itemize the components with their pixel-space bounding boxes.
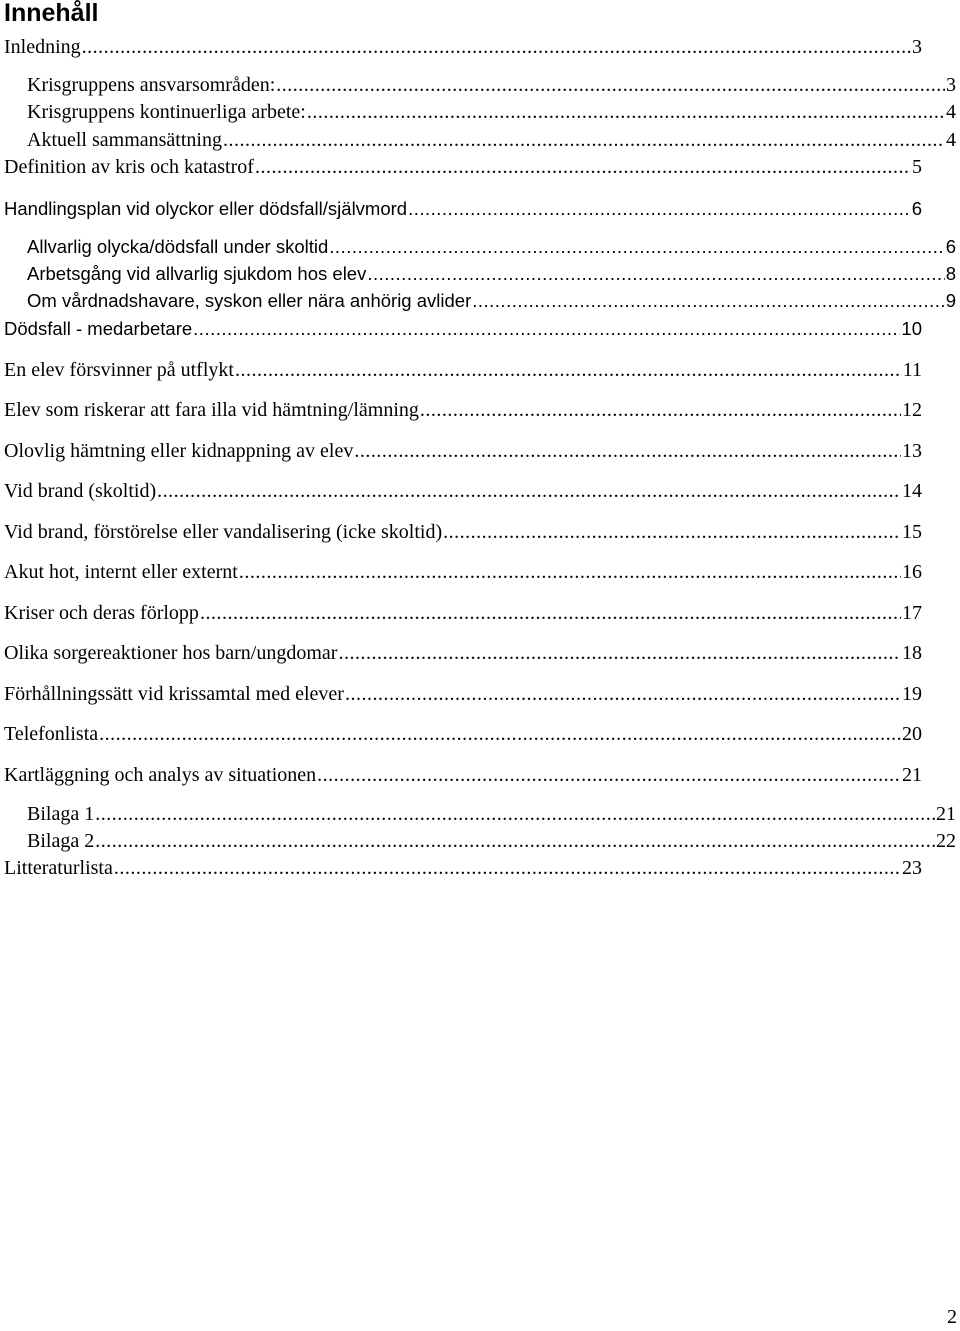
- toc-entry-page: 15: [902, 521, 922, 543]
- toc-dot-leader: [472, 289, 944, 313]
- toc-dot-leader: [114, 856, 901, 880]
- toc-entry-page: 4: [946, 101, 956, 123]
- toc-dot-leader: [193, 317, 900, 341]
- toc-entry-label: Vid brand, förstörelse eller vandalisering (icke skoltid): [4, 521, 443, 543]
- toc-entry-page: 6: [945, 236, 956, 257]
- toc-dot-leader: [157, 479, 901, 503]
- toc-entry-page: 9: [945, 290, 956, 311]
- toc-entry-allvarlig-sjukdom[interactable]: [27, 262, 956, 286]
- toc-entry-label: Arbetsgång vid allvarlig sjukdom hos elev: [27, 263, 367, 284]
- page-number: 2: [947, 1306, 957, 1328]
- toc-entry-aktuell-sammansattning[interactable]: [27, 128, 956, 152]
- toc-dot-leader: [307, 100, 945, 124]
- toc-entry-krissamtal[interactable]: [4, 682, 922, 706]
- toc-entry-label: Krisgruppens ansvarsområden:: [27, 74, 276, 96]
- toc-entry-page: 13: [902, 440, 922, 462]
- toc-entry-page: 20: [902, 723, 922, 745]
- toc-dot-leader: [255, 155, 911, 179]
- toc-dot-leader: [95, 802, 935, 826]
- toc-entry-page: 6: [911, 198, 922, 219]
- toc-entry-krisgruppens-arbete[interactable]: [27, 100, 956, 124]
- toc-entry-label: Definition av kris och katastrof: [4, 156, 254, 178]
- toc-dot-leader: [99, 722, 901, 746]
- toc-entry-page: 22: [936, 830, 956, 852]
- toc-entry-label: Om vårdnadshavare, syskon eller nära anhörig avlider: [27, 290, 472, 311]
- toc-entry-kriser-forlopp[interactable]: [4, 601, 922, 625]
- toc-entry-page: 21: [936, 803, 956, 825]
- toc-dot-leader: [354, 439, 901, 463]
- toc-dot-leader: [82, 35, 911, 59]
- toc-dot-leader: [317, 763, 901, 787]
- toc-dot-leader: [367, 262, 944, 286]
- toc-entry-brand-icke-skoltid[interactable]: [4, 520, 922, 544]
- toc-entry-page: 12: [902, 399, 922, 421]
- toc-entry-label: Förhållningssätt vid krissamtal med elever: [4, 683, 344, 705]
- toc-entry-label: Dödsfall - medarbetare: [4, 318, 193, 339]
- toc-entry-label: Olovlig hämtning eller kidnappning av elev: [4, 440, 354, 462]
- toc-entry-inledning[interactable]: [4, 35, 922, 59]
- toc-entry-label: Handlingsplan vid olyckor eller dödsfall/självmord: [4, 198, 408, 219]
- toc-entry-label: En elev försvinner på utflykt: [4, 359, 234, 381]
- toc-entry-allvarlig-olycka[interactable]: [27, 235, 956, 259]
- toc-entry-krisgruppens-ansvarsomraden[interactable]: [27, 73, 956, 97]
- toc-entry-label: Allvarlig olycka/dödsfall under skoltid: [27, 236, 329, 257]
- toc-entry-label: Telefonlista: [4, 723, 99, 745]
- toc-dot-leader: [95, 829, 935, 853]
- toc-entry-litteraturlista[interactable]: [4, 856, 922, 880]
- toc-entry-label: Kriser och deras förlopp: [4, 602, 199, 624]
- toc-entry-page: 21: [902, 764, 922, 786]
- toc-dot-leader: [276, 73, 945, 97]
- toc-entry-page: 5: [912, 156, 922, 178]
- toc-title: Innehåll: [4, 0, 99, 27]
- toc-entry-label: Olika sorgereaktioner hos barn/ungdomar: [4, 642, 338, 664]
- toc-entry-page: 16: [902, 561, 922, 583]
- toc-entry-page: 17: [902, 602, 922, 624]
- toc-entry-page: 8: [945, 263, 956, 284]
- toc-entry-page: 14: [902, 480, 922, 502]
- toc-entry-page: 11: [902, 359, 922, 381]
- toc-dot-leader: [345, 682, 901, 706]
- toc-entry-label: Elev som riskerar att fara illa vid hämtning/lämning: [4, 399, 419, 421]
- toc-dot-leader: [443, 520, 901, 544]
- toc-dot-leader: [235, 358, 902, 382]
- toc-dot-leader: [239, 560, 901, 584]
- toc-entry-label: Kartläggning och analys av situationen: [4, 764, 317, 786]
- toc-entry-kartlaggning[interactable]: [4, 763, 922, 787]
- toc-entry-label: Bilaga 1: [27, 803, 95, 825]
- toc-entry-label: Vid brand (skoltid): [4, 480, 157, 502]
- toc-entry-label: Inledning: [4, 36, 81, 58]
- toc-entry-handlingsplan[interactable]: [4, 197, 922, 221]
- toc-entry-sorgereaktioner[interactable]: [4, 641, 922, 665]
- toc-entry-label: Krisgruppens kontinuerliga arbete:: [27, 101, 306, 123]
- toc-entry-page: 10: [901, 318, 922, 339]
- toc-entry-label: Aktuell sammansättning: [27, 129, 222, 151]
- toc-entry-fara-illa[interactable]: [4, 398, 922, 422]
- toc-entry-dodsfall-medarbetare[interactable]: [4, 317, 922, 341]
- toc-entry-anhorig-avlider[interactable]: [27, 289, 956, 313]
- toc-dot-leader: [408, 197, 911, 221]
- toc-dot-leader: [420, 398, 901, 422]
- toc-dot-leader: [223, 128, 945, 152]
- toc-entry-page: 19: [902, 683, 922, 705]
- toc-entry-label: Bilaga 2: [27, 830, 95, 852]
- toc-entry-definition[interactable]: [4, 155, 922, 179]
- toc-entry-akut-hot[interactable]: [4, 560, 922, 584]
- toc-entry-page: 23: [902, 857, 922, 879]
- toc-entry-page: 18: [902, 642, 922, 664]
- toc-entry-elev-forsvinner[interactable]: [4, 358, 922, 382]
- toc-dot-leader: [200, 601, 901, 625]
- toc-entry-label: Litteraturlista: [4, 857, 113, 879]
- toc-entry-page: 3: [912, 36, 922, 58]
- toc-entry-kidnappning[interactable]: [4, 439, 922, 463]
- toc-entry-page: 3: [946, 74, 956, 96]
- toc-dot-leader: [329, 235, 944, 259]
- toc-dot-leader: [338, 641, 901, 665]
- toc-entry-label: Akut hot, internt eller externt: [4, 561, 238, 583]
- toc-entry-brand-skoltid[interactable]: [4, 479, 922, 503]
- toc-entry-page: 4: [946, 129, 956, 151]
- toc-entry-bilaga-2[interactable]: [27, 829, 956, 853]
- toc-entry-telefonlista[interactable]: [4, 722, 922, 746]
- toc-entry-bilaga-1[interactable]: [27, 802, 956, 826]
